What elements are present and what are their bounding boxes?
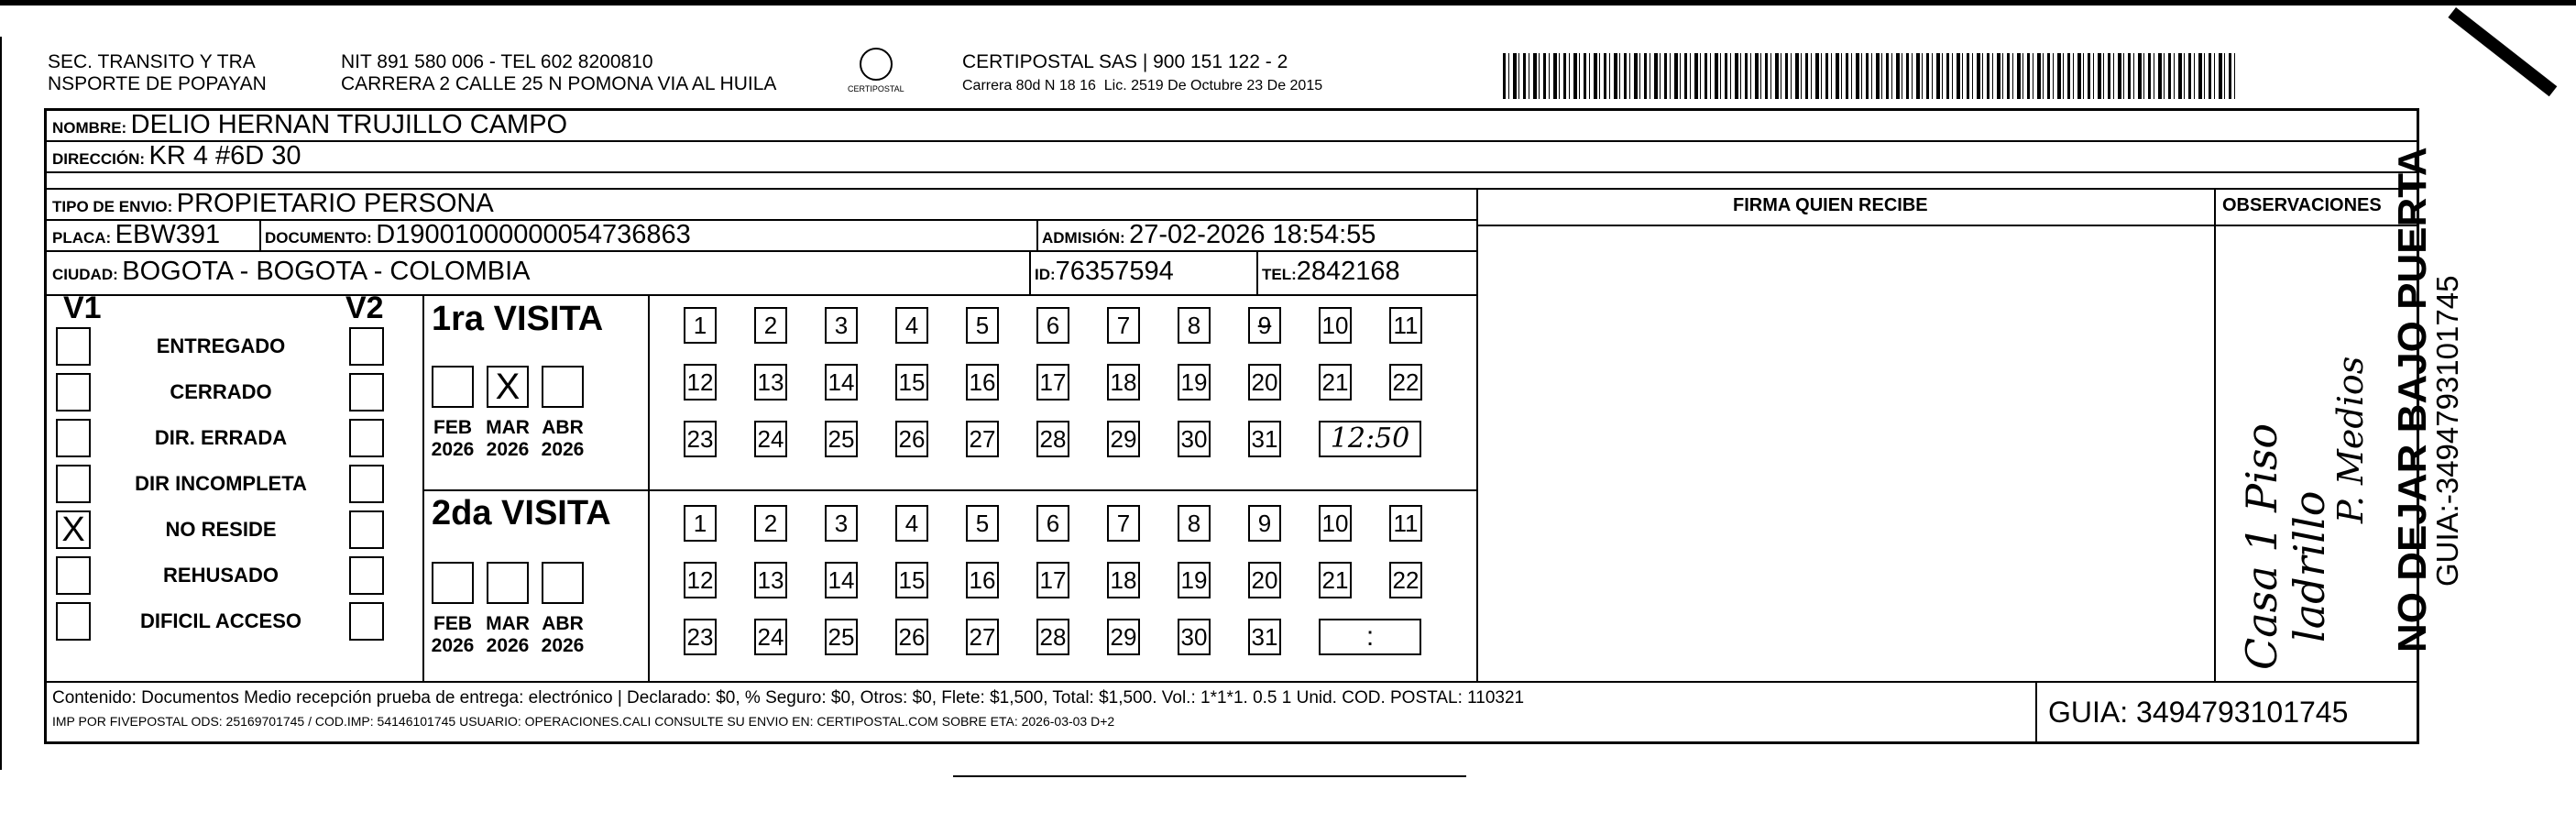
- status-reason-label: DIFICIL ACCESO: [139, 609, 301, 632]
- v1-checkbox[interactable]: [56, 602, 91, 641]
- day-box[interactable]: 24: [754, 421, 787, 457]
- sender-line-1: SEC. TRANSITO Y TRA: [48, 51, 256, 72]
- day-box[interactable]: 2: [754, 307, 787, 344]
- id-label: ID:: [1035, 266, 1056, 283]
- month-label: FEB 2026: [431, 613, 475, 656]
- carrier-line-1: CERTIPOSTAL SAS | 900 151 122 - 2: [962, 51, 1288, 72]
- rule: [1476, 225, 2214, 226]
- day-box[interactable]: 16: [966, 562, 999, 598]
- v2-checkbox[interactable]: [349, 465, 384, 503]
- day-box[interactable]: 10: [1319, 307, 1352, 344]
- day-box[interactable]: 9: [1248, 307, 1281, 344]
- form-frame: [44, 108, 2419, 744]
- corner-mark: [2448, 7, 2557, 96]
- day-box[interactable]: 17: [1036, 364, 1069, 401]
- month-label: MAR 2026: [486, 417, 530, 460]
- day-box[interactable]: 4: [895, 307, 928, 344]
- day-box[interactable]: 29: [1107, 619, 1140, 655]
- obs-line-2: ladrillo: [2285, 490, 2334, 642]
- v2-checkbox[interactable]: [349, 602, 384, 641]
- admision-value: 27-02-2026 18:54:55: [1129, 220, 1376, 249]
- day-box[interactable]: 13: [754, 364, 787, 401]
- observaciones-header: OBSERVACIONES: [2222, 195, 2382, 215]
- logo-text: CERTIPOSTAL: [848, 84, 904, 93]
- observaciones-handwriting: [2228, 276, 2384, 670]
- day-box[interactable]: 20: [1248, 562, 1281, 598]
- day-box[interactable]: 27: [966, 421, 999, 457]
- day-box[interactable]: 3: [825, 505, 858, 542]
- side-no-dejar: NO DEJAR BAJO PUERTA: [2390, 147, 2435, 653]
- day-box[interactable]: 22: [1389, 562, 1422, 598]
- day-box[interactable]: 19: [1178, 562, 1211, 598]
- month-label: FEB 2026: [431, 417, 475, 460]
- left-edge: [0, 37, 2, 770]
- rule: [648, 294, 650, 681]
- day-box[interactable]: 8: [1178, 505, 1211, 542]
- nombre-value: DELIO HERNAN TRUJILLO CAMPO: [130, 110, 568, 139]
- ciudad-label: CIUDAD:: [52, 266, 118, 283]
- day-box[interactable]: 7: [1107, 307, 1140, 344]
- day-box[interactable]: 28: [1036, 619, 1069, 655]
- month-checkbox[interactable]: [432, 366, 474, 408]
- day-box[interactable]: 23: [684, 619, 717, 655]
- rule: [47, 294, 1476, 296]
- documento-label: DOCUMENTO:: [265, 229, 372, 247]
- day-box[interactable]: 18: [1107, 364, 1140, 401]
- day-box[interactable]: 5: [966, 307, 999, 344]
- day-box[interactable]: 25: [825, 421, 858, 457]
- day-box[interactable]: 17: [1036, 562, 1069, 598]
- day-box[interactable]: 30: [1178, 421, 1211, 457]
- month-label: ABR 2026: [541, 417, 585, 460]
- firma-header: FIRMA QUIEN RECIBE: [1733, 195, 1928, 215]
- v2-checkbox[interactable]: [349, 510, 384, 549]
- day-box[interactable]: 27: [966, 619, 999, 655]
- day-box[interactable]: 31: [1248, 421, 1281, 457]
- v2-checkbox[interactable]: [349, 327, 384, 366]
- barcode: [1503, 53, 2236, 99]
- day-box[interactable]: 16: [966, 364, 999, 401]
- rule: [47, 681, 2417, 683]
- day-box[interactable]: 2: [754, 505, 787, 542]
- admision-label: ADMISIÓN:: [1042, 229, 1125, 247]
- day-box[interactable]: 24: [754, 619, 787, 655]
- tel-label: TEL:: [1262, 266, 1297, 283]
- status-reason-label: ENTREGADO: [156, 335, 286, 357]
- day-box[interactable]: 1: [684, 307, 717, 344]
- v1-checkbox[interactable]: X: [56, 510, 91, 549]
- bottom-rule: [953, 775, 1466, 777]
- footer-imp: IMP POR FIVEPOSTAL ODS: 25169701745 / COD.IMP: 54146101745 USUARIO: OPERACIONES.CALI CONSULTE SU ENVIO EN: CERTIPOSTAL.COM SOBRE ETA: 2026-03-03 D+2: [52, 714, 1115, 729]
- day-box[interactable]: 19: [1178, 364, 1211, 401]
- rule: [259, 219, 261, 250]
- certipostal-logo-icon: [860, 48, 893, 81]
- day-box[interactable]: 25: [825, 619, 858, 655]
- day-box[interactable]: 15: [895, 364, 928, 401]
- day-box[interactable]: 26: [895, 421, 928, 457]
- sender-line-2: NSPORTE DE POPAYAN: [48, 73, 267, 94]
- v1-header: V1: [63, 291, 102, 325]
- v1-checkbox[interactable]: [56, 373, 91, 412]
- day-box[interactable]: 10: [1319, 505, 1352, 542]
- rule: [2214, 225, 2417, 226]
- month-checkbox[interactable]: [542, 366, 584, 408]
- rule: [422, 489, 1476, 491]
- direccion-label: DIRECCIÓN:: [52, 150, 146, 168]
- day-box[interactable]: 23: [684, 421, 717, 457]
- status-reason-label: DIR. ERRADA: [154, 426, 288, 449]
- day-box[interactable]: 8: [1178, 307, 1211, 344]
- month-label: ABR 2026: [541, 613, 585, 656]
- nombre-label: NOMBRE:: [52, 119, 127, 137]
- day-box[interactable]: 22: [1389, 364, 1422, 401]
- v2-header: V2: [345, 291, 384, 325]
- status-reason-label: NO RESIDE: [165, 518, 277, 541]
- status-reason-label: CERRADO: [170, 380, 272, 403]
- day-box[interactable]: 15: [895, 562, 928, 598]
- nit-line-2: CARRERA 2 CALLE 25 N POMONA VIA AL HUILA: [341, 73, 777, 94]
- rule: [47, 171, 2417, 173]
- day-box[interactable]: 20: [1248, 364, 1281, 401]
- day-box[interactable]: 21: [1319, 364, 1352, 401]
- day-box[interactable]: 13: [754, 562, 787, 598]
- tipo-envio-label: TIPO DE ENVIO:: [52, 198, 173, 215]
- obs-line-1: Casa 1 Piso: [2237, 422, 2286, 670]
- day-box[interactable]: 6: [1036, 505, 1069, 542]
- visit2-title: 2da VISITA: [432, 494, 611, 532]
- v2-checkbox[interactable]: [349, 373, 384, 412]
- side-guia: GUIA:-3494793101745: [2430, 275, 2464, 587]
- tipo-envio-value: PROPIETARIO PERSONA: [176, 189, 494, 218]
- day-box[interactable]: 28: [1036, 421, 1069, 457]
- day-box[interactable]: 4: [895, 505, 928, 542]
- top-rule: [0, 0, 2576, 5]
- id-value: 76357594: [1055, 257, 1174, 286]
- rule: [2214, 188, 2216, 681]
- day-box[interactable]: 31: [1248, 619, 1281, 655]
- status-reason-label: DIR INCOMPLETA: [135, 472, 307, 495]
- documento-value: D19001000000054736863: [376, 220, 691, 249]
- nit-line-1: NIT 891 580 006 - TEL 602 8200810: [341, 51, 653, 72]
- rule: [1476, 188, 1478, 681]
- day-box[interactable]: 18: [1107, 562, 1140, 598]
- day-box[interactable]: 12: [684, 562, 717, 598]
- footer-guia: GUIA: 3494793101745: [2048, 696, 2349, 729]
- time-box[interactable]: 12:50: [1319, 421, 1421, 457]
- month-checkbox[interactable]: [542, 562, 584, 604]
- v2-checkbox[interactable]: [349, 556, 384, 595]
- rule: [2035, 681, 2037, 741]
- v1-checkbox[interactable]: [56, 327, 91, 366]
- day-box[interactable]: 30: [1178, 619, 1211, 655]
- day-box[interactable]: 14: [825, 364, 858, 401]
- month-checkbox[interactable]: X: [487, 366, 529, 408]
- v1-checkbox[interactable]: [56, 556, 91, 595]
- placa-label: PLACA:: [52, 229, 112, 247]
- rule: [1256, 250, 1258, 294]
- obs-line-3: P. Medios: [2330, 356, 2371, 523]
- day-box[interactable]: 14: [825, 562, 858, 598]
- month-checkbox[interactable]: [432, 562, 474, 604]
- day-box[interactable]: 7: [1107, 505, 1140, 542]
- footer-contenido: Contenido: Documentos Medio recepción prueba de entrega: electrónico | Declarado: $0, % Seguro: $0, Otros: $0, Flete: $1,500, Total: $1,500. Vol.: 1*1*1. 0.5 1 Unid. COD. POSTAL: 110321: [52, 688, 1525, 708]
- day-box[interactable]: 29: [1107, 421, 1140, 457]
- placa-value: EBW391: [115, 220, 221, 249]
- visit1-title: 1ra VISITA: [432, 300, 604, 338]
- day-box[interactable]: 26: [895, 619, 928, 655]
- day-box[interactable]: 11: [1389, 505, 1422, 542]
- direccion-value: KR 4 #6D 30: [148, 141, 301, 170]
- status-reason-label: REHUSADO: [163, 564, 279, 587]
- day-box[interactable]: 9: [1248, 505, 1281, 542]
- day-box[interactable]: 1: [684, 505, 717, 542]
- day-box[interactable]: 6: [1036, 307, 1069, 344]
- rule: [1029, 250, 1031, 294]
- day-box[interactable]: 5: [966, 505, 999, 542]
- tel-value: 2842168: [1296, 257, 1400, 286]
- month-checkbox[interactable]: [487, 562, 529, 604]
- v1-checkbox[interactable]: [56, 465, 91, 503]
- day-box[interactable]: 21: [1319, 562, 1352, 598]
- day-box[interactable]: 11: [1389, 307, 1422, 344]
- carrier-line-2: Carrera 80d N 18 16 Lic. 2519 De Octubre 23 De 2015: [962, 78, 1323, 93]
- day-box[interactable]: 3: [825, 307, 858, 344]
- v2-checkbox[interactable]: [349, 419, 384, 457]
- day-box[interactable]: 12: [684, 364, 717, 401]
- rule: [1036, 219, 1038, 250]
- month-label: MAR 2026: [486, 613, 530, 656]
- v1-checkbox[interactable]: [56, 419, 91, 457]
- ciudad-value: BOGOTA - BOGOTA - COLOMBIA: [122, 257, 531, 286]
- time-box[interactable]: :: [1319, 619, 1421, 655]
